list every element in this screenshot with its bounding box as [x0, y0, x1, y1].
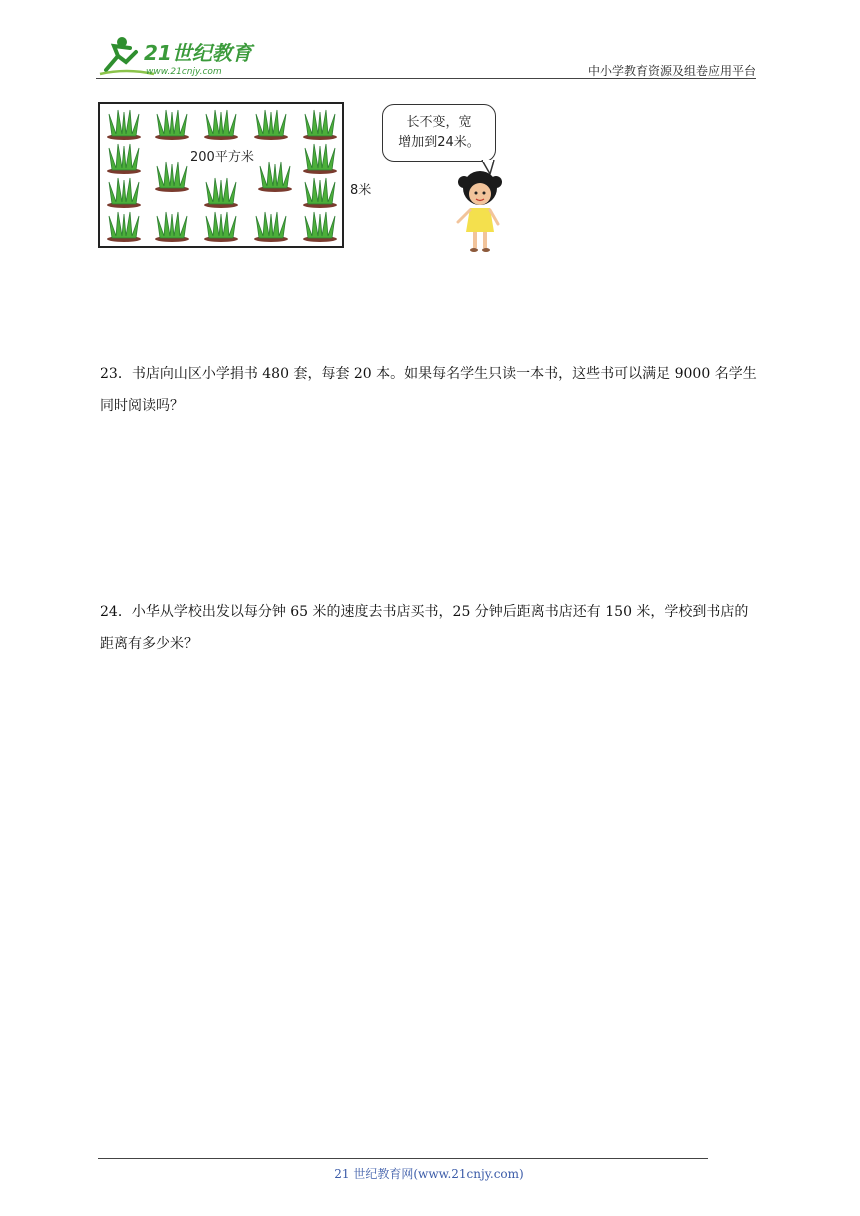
logo-url: www.21cnjy.com [146, 67, 222, 77]
grass-plant-icon [152, 210, 192, 242]
grass-plant-icon [104, 142, 144, 174]
footer-link[interactable]: 21 世纪教育网(www.21cnjy.com) [334, 1167, 524, 1181]
planting-field [98, 102, 344, 248]
grass-plant-icon [300, 210, 340, 242]
footer-divider [98, 1158, 708, 1159]
logo-title: 21世纪教育 [144, 41, 252, 65]
speech-bubble [382, 104, 496, 162]
girl-character-icon [450, 168, 510, 254]
grass-plant-icon [300, 142, 340, 174]
grass-plant-icon [251, 210, 291, 242]
bubble-line-2: 增加到24米。 [398, 135, 480, 150]
question-number: 24． [100, 604, 132, 620]
question-number: 23． [100, 366, 132, 382]
question-text: 书店向山区小学捐书 480 套，每套 20 本。如果每名学生只读一本书，这些书可以满足 9000 名学生同时阅读吗？ [100, 366, 757, 414]
grass-plant-icon [104, 108, 144, 140]
grass-plant-icon [300, 176, 340, 208]
platform-name: 中小学教育资源及组卷应用平台 [587, 64, 756, 78]
grass-plant-icon [255, 160, 295, 192]
grass-plant-icon [152, 160, 192, 192]
site-logo [96, 34, 266, 78]
question-24 [100, 596, 762, 660]
grass-plant-icon [201, 108, 241, 140]
grass-plant-icon [152, 108, 192, 140]
area-label: 200平方米 [188, 146, 256, 165]
width-label: 8米 [350, 183, 372, 198]
grass-plant-icon [104, 210, 144, 242]
question-text: 小华从学校出发以每分钟 65 米的速度去书店买书，25 分钟后距离书店还有 150 米，学校到书店的距离有多少米？ [100, 604, 749, 652]
header-divider [96, 78, 756, 79]
grass-plant-icon [201, 210, 241, 242]
grass-plant-icon [300, 108, 340, 140]
bubble-line-1: 长不变，宽 [406, 115, 472, 130]
grass-plant-icon [104, 176, 144, 208]
question-23 [100, 358, 762, 422]
grass-plant-icon [201, 176, 241, 208]
question-figure [98, 102, 518, 254]
grass-plant-icon [251, 108, 291, 140]
